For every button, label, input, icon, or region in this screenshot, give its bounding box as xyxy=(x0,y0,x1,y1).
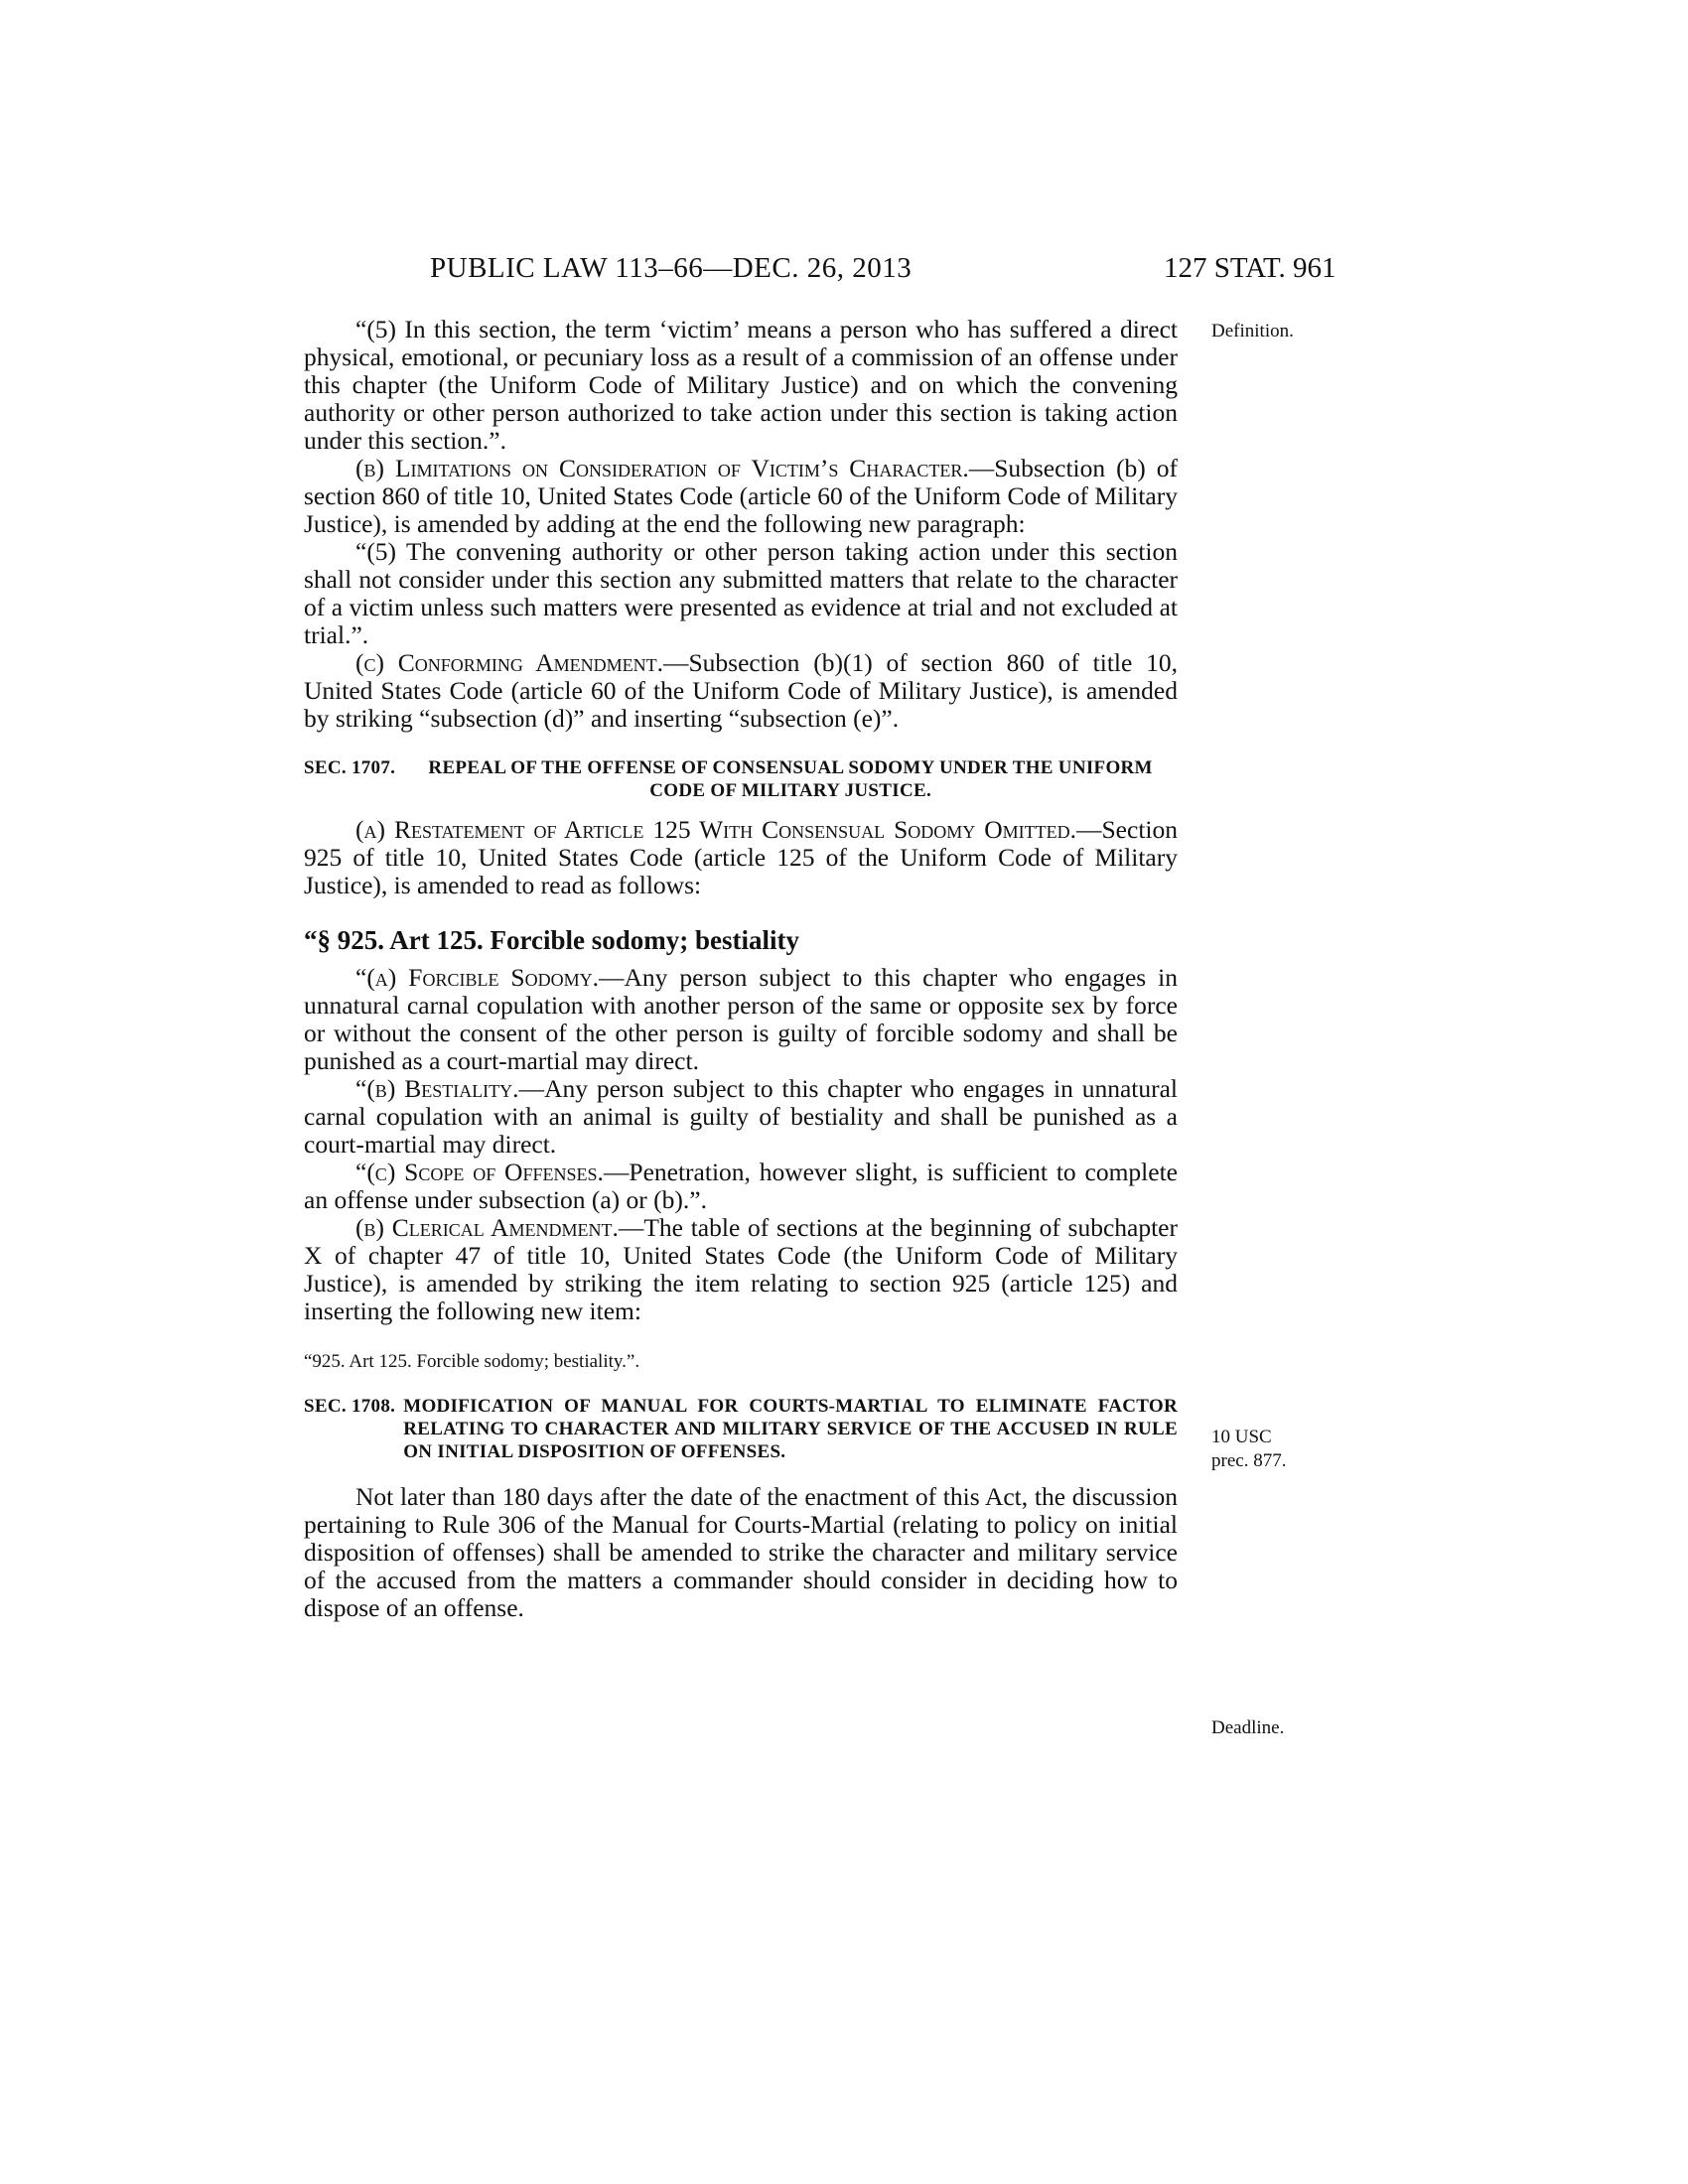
paragraph-text: The table of sections at the beginning of subchapter X of chapter 47 of title 10, United States Code (the Uniform Code of Military Justice), is amended by striking the item relating to section 925 (article 125) and inserting the following new item: xyxy=(304,1213,1178,1325)
paragraph-new-paragraph-5: “(5) The convening authority or other person taking action under this section shall not consider under this section any submitted matters that relate to the character of a victim unless such matters were presented as evidence at trial and not excluded at trial.”. xyxy=(304,537,1178,649)
paragraph-label: “(b) Bestiality.— xyxy=(355,1074,545,1103)
paragraph-scope-of-offenses xyxy=(304,1159,1178,1214)
section-heading-1708 xyxy=(304,1395,1178,1463)
body-column xyxy=(304,316,1178,1622)
table-of-sections-item: “925. Art 125. Forcible sodomy; bestiality.”. xyxy=(304,1351,640,1372)
paragraph-text: Penetration, however slight, is sufficient to complete an offense under subsection (a) or (b).”. xyxy=(304,1158,1178,1214)
running-head: PUBLIC LAW 113–66—DEC. 26, 2013 xyxy=(430,252,913,284)
paragraph-restatement-article-125 xyxy=(304,816,1178,899)
paragraph-text: Subsection (b)(1) of section 860 of title 10, United States Code (article 60 of the Uniform Code of Military Justice), is amended by striking “subsection (d)” and inserting “subsection (e)”. xyxy=(304,648,1178,733)
paragraph-text: Subsection (b) of section 860 of title 10, United States Code (article 60 of the Uniform Code of Military Justice), is amended by adding at the end the following new paragraph: xyxy=(304,454,1178,538)
section-title: REPEAL OF THE OFFENSE OF CONSENSUAL SODOMY UNDER THE UNIFORM CODE OF MILITARY JUSTICE. xyxy=(428,757,1153,801)
margin-note-usc-line1: 10 USC xyxy=(1211,1427,1272,1447)
section-title: MODIFICATION OF MANUAL FOR COURTS-MARTIAL TO ELIMINATE FACTOR RELATING TO CHARACTER AND MILITARY SERVICE OF THE ACCUSED IN RULE ON INITIAL DISPOSITION OF OFFENSES. xyxy=(403,1396,1178,1462)
article-925-heading: “§ 925. Art 125. Forcible sodomy; bestiality xyxy=(304,925,799,955)
paragraph-forcible-sodomy xyxy=(304,964,1178,1075)
paragraph-victim-definition: “(5) In this section, the term ‘victim’ means a person who has suffered a direct physical, emotional, or pecuniary loss as a result of a commission of an offense under this chapter (the Uniform Code of Military Justice) and on which the convening authority or other person authorized to take action under this section is taking action under this section.”. xyxy=(304,315,1178,455)
paragraph-conforming-amendment xyxy=(304,649,1178,733)
section-number: SEC. 1707. xyxy=(304,757,396,778)
margin-note-usc-line2: prec. 877. xyxy=(1211,1450,1287,1471)
page-reference: 127 STAT. 961 xyxy=(1164,252,1336,284)
section-number: SEC. 1708. xyxy=(304,1396,396,1417)
paragraph-text: Any person subject to this chapter who engages in unnatural carnal copulation with another person of the same or opposite sex by force or without the consent of the other person is guilty of forcible sodomy and shall be punished as a court-martial may direct. xyxy=(304,963,1179,1075)
paragraph-label: (a) Restatement of Article 125 With Consensual Sodomy Omitted.— xyxy=(355,815,1102,844)
paragraph-limitations-victim-character xyxy=(304,455,1178,538)
paragraph-label: “(a) Forcible Sodomy.— xyxy=(355,963,625,992)
paragraph-manual-courts-martial: Not later than 180 days after the date of the enactment of this Act, the discussion pertaining to Rule 306 of the Manual for Courts-Martial (relating to policy on initial disposition of offenses) shall be amended to strike the character and military service of the accused from the matters a commander should consider in deciding how to dispose of an offense. xyxy=(304,1482,1178,1622)
margin-note-definition: Definition. xyxy=(1211,321,1294,341)
paragraph-text: Any person subject to this chapter who engages in unnatural carnal copulation with an animal is guilty of bestiality and shall be punished as a court-martial may direct. xyxy=(304,1074,1179,1159)
paragraph-label: (b) Limitations on Consideration of Victim’s Character.— xyxy=(355,454,995,482)
margin-note-deadline: Deadline. xyxy=(1211,1717,1285,1738)
paragraph-bestiality xyxy=(304,1075,1178,1159)
section-heading-1707 xyxy=(304,756,1178,802)
paragraph-text: Section 925 of title 10, United States Code (article 125 of the Uniform Code of Military Justice), is amended to read as follows: xyxy=(304,815,1178,899)
paragraph-clerical-amendment xyxy=(304,1214,1178,1325)
paragraph-label: (b) Clerical Amendment.— xyxy=(355,1213,644,1242)
paragraph-label: (c) Conforming Amendment.— xyxy=(355,648,689,677)
paragraph-label: “(c) Scope of Offenses.— xyxy=(355,1158,630,1186)
